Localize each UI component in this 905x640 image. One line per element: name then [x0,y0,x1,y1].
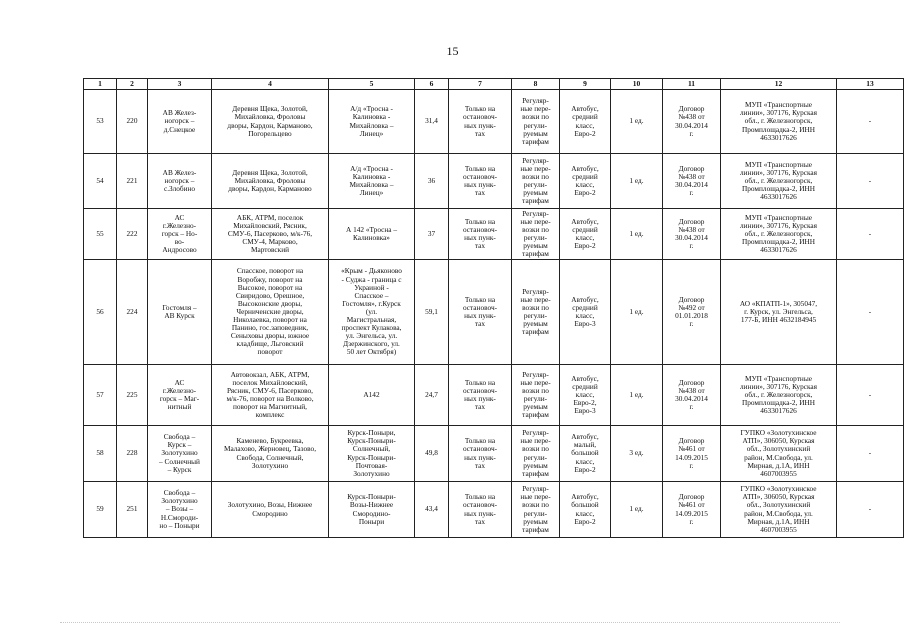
column-header: 6 [415,79,449,90]
table-cell: Деревня Щека, Золотой, Михайловка, Фроловы дворы, Кардон, Карманово [212,154,329,209]
table-cell: 31,4 [415,90,449,154]
table-cell: Автобус, большой класс, Евро-2 [560,482,611,538]
table-cell: 59,1 [415,260,449,365]
table-cell: 49,8 [415,426,449,482]
table-cell: А 142 «Тросна – Калиновка» [329,209,415,260]
table-cell: Спасское, поворот на Воробжу, поворот на Высокое, поворот на Свиридово, Орешное, Высоконские дворы, Черниченские дворы, Николаевка, поворот на Панино, гос.заповедник, Сеныховы дворы, южное кладбище, Льговский поворот [212,260,329,365]
table-cell: 1 ед. [611,365,663,426]
table-cell: Курск-Поныри- Возы-Нижнее Смородино- Поныри [329,482,415,538]
table-cell: Автобус, средний класс, Евро-2 [560,90,611,154]
table-row [84,209,904,260]
table-cell: - [837,426,904,482]
table-cell: Только на остановоч- ных пунк- тах [449,426,512,482]
table-cell: Каменево, Букреевка, Малахово, Жерновец, Тазово, Свобода, Солнечный, Золотухино [212,426,329,482]
table-cell: 228 [117,426,148,482]
table-cell: Только на остановоч- ных пунк- тах [449,365,512,426]
table-cell: Регуляр- ные пере- возки по регули- руемым тарифам [512,90,560,154]
table-cell: АО «КПАТП-1», 305047, г. Курск, ул. Энгельса, 177-Б, ИНН 4632184945 [721,260,837,365]
table-cell: Договор №438 от 30.04.2014 г. [663,209,721,260]
table-cell: Только на остановоч- ных пунк- тах [449,209,512,260]
table-cell: Только на остановоч- ных пунк- тах [449,260,512,365]
table-cell: 57 [84,365,117,426]
table-cell: Договор №438 от 30.04.2014 г. [663,90,721,154]
column-header: 12 [721,79,837,90]
header-row [84,79,904,90]
table-cell: 1 ед. [611,260,663,365]
table-cell: - [837,90,904,154]
table-cell: Регуляр- ные пере- возки по регули- руемым тарифам [512,426,560,482]
table-cell: «Крым - Дьяконово - Суджа - граница с Украиной - Спасское – Гостомля», г.Курск (ул. Магистральная, проспект Кулакова, ул. Энгельса, ул. Дзержинского, ул. 50 лет Октября) [329,260,415,365]
table-cell: Договор №461 от 14.09.2015 г. [663,426,721,482]
column-header: 2 [117,79,148,90]
scan-artifact-line [60,622,840,624]
table-cell: 3 ед. [611,426,663,482]
table-cell: Только на остановоч- ных пунк- тах [449,90,512,154]
route-registry-table [83,78,904,538]
table-cell: - [837,260,904,365]
table-cell: 1 ед. [611,154,663,209]
table-cell: 251 [117,482,148,538]
table-cell: Регуляр- ные пере- возки по регули- руемым тарифам [512,365,560,426]
table-cell: Свобода – Курск – Золотухино – Солнечный – Курск [148,426,212,482]
table-cell: Свобода – Золотухино – Возы – Н.Смороди- но – Поныри [148,482,212,538]
table-cell: 222 [117,209,148,260]
table-cell: МУП «Транспортные линии», 307176, Курская обл., г. Железногорск, Промплощадка-2, ИНН 4633017626 [721,209,837,260]
table-cell: Регуляр- ные пере- возки по регули- руемым тарифам [512,209,560,260]
table-cell: - [837,482,904,538]
table-cell: Автобус, средний класс, Евро-2, Евро-3 [560,365,611,426]
column-header: 3 [148,79,212,90]
table-cell: 53 [84,90,117,154]
page-number: 15 [446,44,459,58]
table-row [84,426,904,482]
column-header: 5 [329,79,415,90]
table-cell: Договор №438 от 30.04.2014 г. [663,365,721,426]
table-row [84,365,904,426]
table-cell: А142 [329,365,415,426]
table-cell: Только на остановоч- ных пунк- тах [449,482,512,538]
table-cell: Автовокзал, АБК, АТРМ, поселок Михайловский, Рясник, СМУ-6, Пасерково, м/к-76, поворот на Волково, поворот на Магнитный, комплекс [212,365,329,426]
table-cell: - [837,365,904,426]
table-cell: Автобус, средний класс, Евро-3 [560,260,611,365]
table-cell: Регуляр- ные пере- возки по регули- руемым тарифам [512,482,560,538]
table-cell: 36 [415,154,449,209]
table-cell: АС г.Железно- горск – Но- во- Андросово [148,209,212,260]
table-cell: АВ Желез- ногорск – д.Снецкое [148,90,212,154]
column-header: 7 [449,79,512,90]
table-cell: 1 ед. [611,209,663,260]
table-row [84,482,904,538]
table-cell: 54 [84,154,117,209]
table-cell: Регуляр- ные пере- возки по регули- руемым тарифам [512,154,560,209]
table-cell: - [837,209,904,260]
table-cell: 1 ед. [611,482,663,538]
table-cell: МУП «Транспортные линии», 307176, Курская обл., г. Железногорск, Промплощадка-2, ИНН 4633017626 [721,365,837,426]
table-cell: АВ Желез- ногорск – с.Злобино [148,154,212,209]
column-header: 8 [512,79,560,90]
table-cell: 43,4 [415,482,449,538]
table-cell: МУП «Транспортные линии», 307176, Курская обл., г. Железногорск, Промплощадка-2, ИНН 4633017626 [721,154,837,209]
table-cell: А/д «Тросна - Калиновка - Михайловка – Линец» [329,90,415,154]
table-cell: 225 [117,365,148,426]
table-cell: Регуляр- ные пере- возки по регули- руемым тарифам [512,260,560,365]
table-cell: 56 [84,260,117,365]
table-cell: Только на остановоч- ных пунк- тах [449,154,512,209]
table-cell: Золотухино, Возы, Нижнее Смородино [212,482,329,538]
table-cell: 55 [84,209,117,260]
column-header: 10 [611,79,663,90]
table-cell: Автобус, средний класс, Евро-2 [560,154,611,209]
table-cell: Курск-Поныри, Курск-Поныри- Солнечный, Курск-Поныри- Почтовая- Золотухино [329,426,415,482]
column-header: 13 [837,79,904,90]
table-row [84,90,904,154]
table-cell: Договор №492 от 01.01.2018 г. [663,260,721,365]
table-cell: 221 [117,154,148,209]
table-cell: Автобус, малый, большой класс, Евро-2 [560,426,611,482]
column-header: 11 [663,79,721,90]
table-cell: А/д «Тросна - Калиновка - Михайловка – Линец» [329,154,415,209]
table-cell: МУП «Транспортные линии», 307176, Курская обл., г. Железногорск, Промплощадка-2, ИНН 4633017626 [721,90,837,154]
column-header: 4 [212,79,329,90]
table-cell: АБК, АТРМ, поселок Михайловский, Рясник, СМУ-6, Пасерково, м/к-76, СМУ-4, Марково, Мартовский [212,209,329,260]
table-cell: 59 [84,482,117,538]
table-cell: Автобус, средний класс, Евро-2 [560,209,611,260]
column-header: 9 [560,79,611,90]
table-cell: 37 [415,209,449,260]
table-cell: 24,7 [415,365,449,426]
table-cell: 224 [117,260,148,365]
table-cell: Договор №438 от 30.04.2014 г. [663,154,721,209]
table-cell: Договор №461 от 14.09.2015 г. [663,482,721,538]
table-cell: Гостомля – АВ Курск [148,260,212,365]
table-cell: 220 [117,90,148,154]
table-cell: Деревня Щека, Золотой, Михайловка, Фроловы дворы, Кардон, Карманово, Погорельцево [212,90,329,154]
table-cell: АС г.Железно- горск – Маг- нитный [148,365,212,426]
table-cell: ГУПКО «Золотухинское АТП», 306050, Курская обл., Золотухинский район, М.Свобода, ул. Мирная, д.1А, ИНН 4607003955 [721,426,837,482]
table-cell: 58 [84,426,117,482]
table-cell: 1 ед. [611,90,663,154]
table-row [84,154,904,209]
table-cell: - [837,154,904,209]
table-cell: ГУПКО «Золотухинское АТП», 306050, Курская обл., Золотухинский район, М.Свобода, ул. Мирная, д.1А, ИНН 4607003955 [721,482,837,538]
table-row [84,260,904,365]
column-header: 1 [84,79,117,90]
